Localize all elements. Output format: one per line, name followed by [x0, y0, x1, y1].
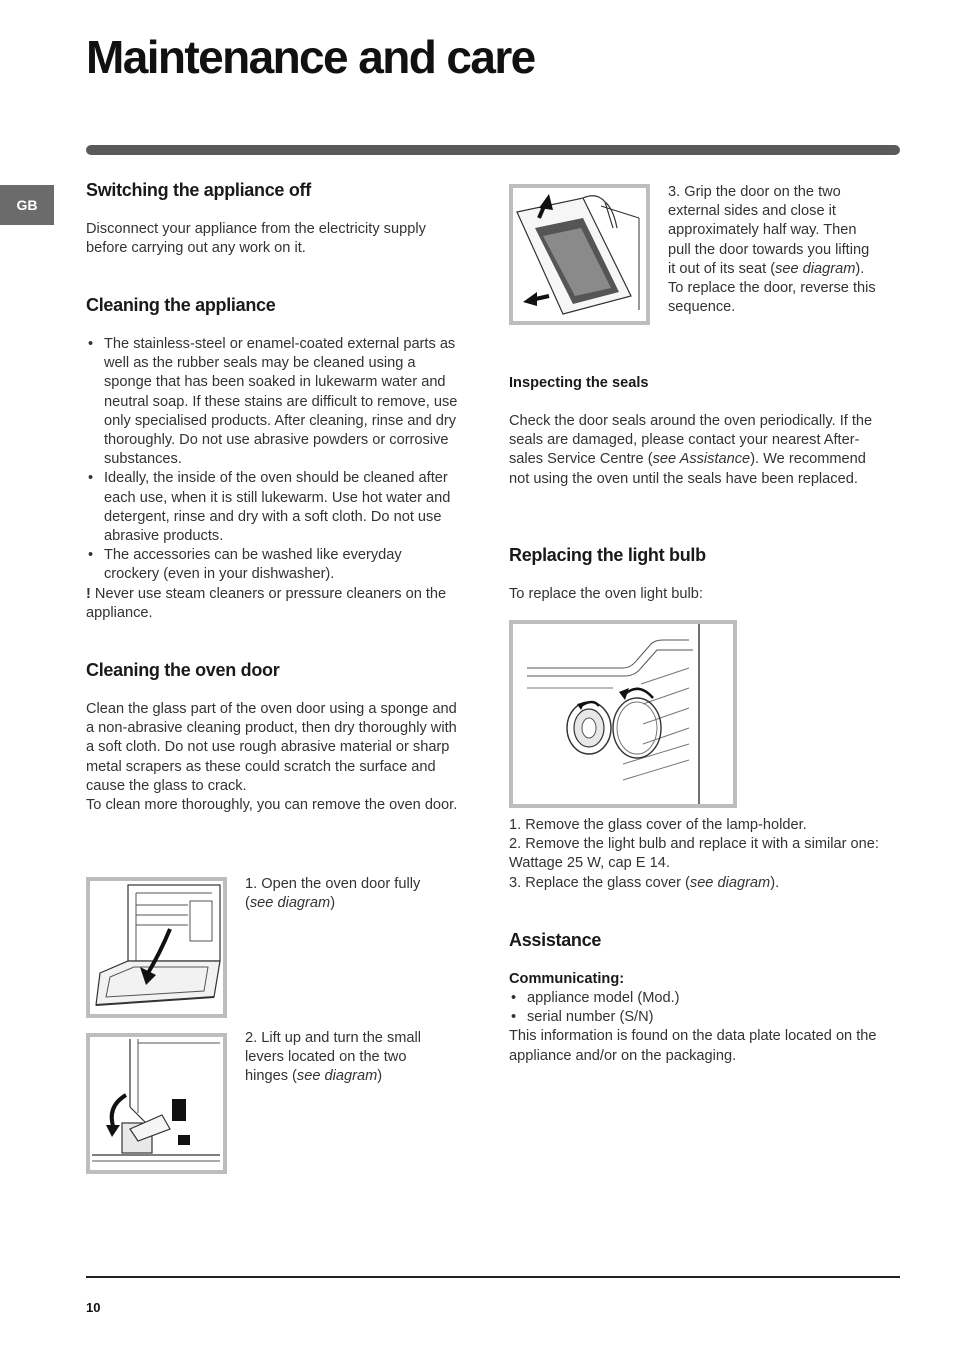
section-cleaning-door [86, 658, 458, 815]
step-1-ref: see diagram [249, 895, 331, 912]
lamp-holder-drawing [513, 624, 733, 804]
light-step-3-end: ). [770, 874, 780, 891]
warning-mark: ! [86, 585, 91, 602]
light-step-3-text: 3. Replace the glass cover ( [509, 874, 690, 891]
remove-door-drawing [513, 188, 646, 321]
inspecting-text-b: ). We recommend not using the oven until the seals have been replaced. [509, 451, 866, 487]
cleaning-appliance-list [86, 335, 458, 585]
step-2-ref: see diagram [296, 1068, 378, 1085]
step-1-caption [245, 875, 445, 913]
diagram-open-door [86, 877, 227, 1018]
open-door-drawing [90, 881, 223, 1014]
cleaning-warning [86, 585, 458, 623]
list-item: • Ideally, the inside of the oven should be cleaned after each use, when it is still lukewarm. Use hot water and detergent, rinse and dry with a soft cloth. Do not use abrasive products. [86, 469, 458, 546]
assistance-list [509, 989, 889, 1027]
list-item: • The accessories can be washed like everyday crockery (even in your dishwasher). [86, 546, 458, 584]
inspecting-seals-text [509, 412, 889, 489]
step-3-text: 3. Grip the door on the two external sides and close it approximately half way. Then pull the door towards you lifting it out of its seat ( [668, 184, 870, 277]
step-1-text: 1. Open the oven door fully ( [245, 876, 421, 912]
cleaning-door-heading: Cleaning the oven door [86, 660, 280, 680]
warning-text: Never use steam cleaners or pressure cleaners on the appliance. [86, 585, 447, 621]
footer-rule [86, 1276, 900, 1278]
switching-off-text: Disconnect your appliance from the electricity supply before carrying out any work on it. [86, 221, 426, 257]
switching-off-heading: Switching the appliance off [86, 180, 311, 200]
section-light-bulb [509, 543, 889, 604]
inspecting-seals-heading: Inspecting the seals [509, 375, 649, 391]
step-3-end: ). [855, 260, 865, 277]
list-item: • serial number (S/N) [509, 1008, 889, 1027]
section-assistance [509, 928, 889, 1066]
inspecting-ref: see Assistance [652, 451, 751, 468]
light-bulb-intro: To replace the oven light bulb: [509, 586, 703, 602]
light-bulb-steps [509, 816, 889, 893]
step-2-text: 2. Lift up and turn the small levers located on the two hinges ( [245, 1030, 422, 1085]
assistance-sub-heading: Communicating: [509, 971, 625, 987]
diagram-remove-door [509, 184, 650, 325]
light-bulb-step-1: 1. Remove the glass cover of the lamp-holder. [509, 817, 807, 833]
page-title: Maintenance and care [86, 31, 535, 83]
step-2-caption [245, 1029, 449, 1087]
list-item: • The stainless-steel or enamel-coated external parts as well as the rubber seals may be cleaned using a sponge that has been soaked in lukewarm water and neutral soap. If these stains are difficult to remove, use only specialised products. After cleaning, rinse and dry thoroughly. Do not use abrasive powders or corrosive substances. [86, 335, 458, 469]
step-3-ref: see diagram [775, 260, 856, 277]
light-bulb-heading: Replacing the light bulb [509, 545, 706, 565]
assistance-text: This information is found on the data plate located on the appliance and/or on the packaging. [509, 1028, 877, 1064]
light-bulb-step-3 [509, 874, 889, 893]
section-inspecting-seals [509, 374, 889, 489]
step-3-note: To replace the door, reverse this sequence. [668, 280, 876, 316]
diagram-lamp-holder [509, 620, 737, 808]
cleaning-appliance-heading: Cleaning the appliance [86, 295, 276, 315]
section-switching-off [86, 178, 458, 258]
hinge-lever-drawing [90, 1037, 223, 1170]
list-item: • appliance model (Mod.) [509, 989, 889, 1008]
language-tab: GB [0, 185, 54, 225]
header-rule [86, 145, 900, 155]
light-step-3-ref: see diagram [689, 874, 771, 891]
section-cleaning-appliance [86, 293, 458, 623]
light-bulb-step-2: 2. Remove the light bulb and replace it with a similar one: Wattage 25 W, cap E 14. [509, 836, 879, 872]
page-number: 10 [86, 1300, 101, 1315]
assistance-heading: Assistance [509, 930, 602, 950]
step-2-end: ) [377, 1068, 383, 1085]
cleaning-door-text: Clean the glass part of the oven door using a sponge and a non-abrasive cleaning product, then dry thoroughly with a soft cloth. Do not use rough abrasive material or sharp metal scrapers as these could scratch the surface and cause the glass to crack. [86, 701, 457, 794]
inspecting-text-a: Check the door seals around the oven periodically. If the seals are damaged, please contact your nearest After-sales Service Centre ( [509, 413, 873, 468]
cleaning-door-text-2: To clean more thoroughly, you can remove the oven door. [86, 797, 458, 814]
step-3-caption [668, 183, 878, 317]
step-1-end: ) [330, 895, 336, 912]
diagram-hinge-lever [86, 1033, 227, 1174]
